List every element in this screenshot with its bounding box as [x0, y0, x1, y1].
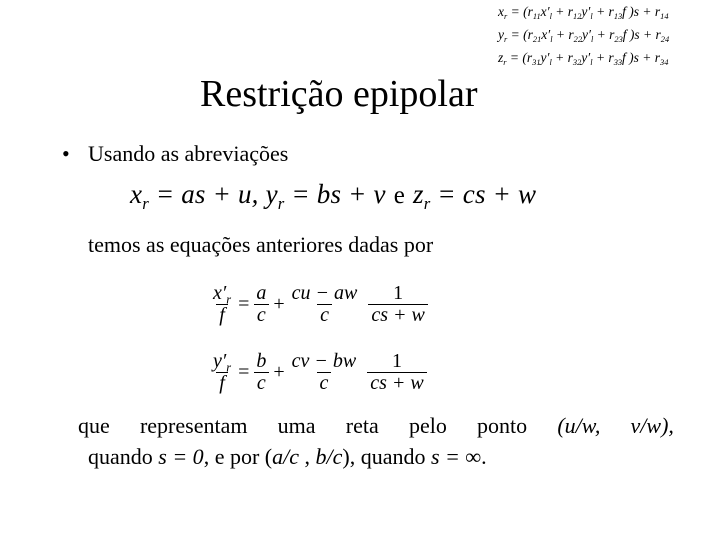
term-fraction: $\frac{cu - aw}{c}$ [291, 282, 358, 326]
paragraph-conclusion [78, 413, 674, 439]
lhs-fraction: $\frac{y'_r}{f}$ [213, 350, 232, 394]
term-fraction: $\frac{1}{cs + w}$ [367, 351, 427, 394]
header-equation-z: $z_r = (r_{31}y'_l + r_{32}y'_l + r_{33}f$ )$s + r_{34}$ [498, 50, 669, 67]
abbreviation-equation: $x_r$ = as + u, $y_r$ = bs + v e $z_r$ = cs + w [130, 179, 537, 213]
bullet-item [62, 141, 288, 167]
fraction-equation-y: $\frac{y'_r}{f}$ = $\frac{b}{c}$ + $\frac{cv - bw}{c}$ $\frac{1}{cs + w}$ [208, 351, 429, 394]
term-fraction: $\frac{cv - bw}{c}$ [291, 350, 357, 394]
header-equation-rhs: ($r_{31}y'_l + r_{32}y'_l + r_{33}f$ )$s + r_{34}$ [522, 50, 669, 67]
term-fraction: $\frac{a}{c}$ [253, 283, 269, 326]
paragraph-line: quando s = 0, e por (a/c , b/c), quando s = ∞. [88, 444, 487, 469]
lhs-fraction: $\frac{x'_r}{f}$ [213, 282, 232, 326]
header-equation-rhs: ($r_{21}x'_l + r_{22}y'_l + r_{23}f$ )$s + r_{24}$ [523, 27, 670, 44]
paragraph-line: que representam uma reta pelo ponto (u/w, v/w), [78, 413, 674, 438]
header-equation-rhs: ($r_{11}x'_l + r_{12}y'_l + r_{13}f$ )$s + r_{14}$ [523, 4, 669, 21]
header-equation-y: $y_r = (r_{21}x'_l + r_{22}y'_l + r_{23}f$ )$s + r_{24}$ [498, 27, 670, 44]
conjunction: e [393, 182, 405, 209]
term-fraction: $\frac{1}{cs + w}$ [368, 283, 428, 326]
bullet-icon: • [62, 141, 70, 166]
bullet-text: Usando as abreviações [88, 141, 289, 166]
paragraph-intro: temos as equações anteriores dadas por [88, 232, 434, 257]
term-fraction: $\frac{b}{c}$ [253, 351, 269, 394]
header-equation-x: $x_r = (r_{11}x'_l + r_{12}y'_l + r_{13}f$ )$s + r_{14}$ [498, 4, 669, 21]
page-title: Restrição epipolar [200, 73, 478, 115]
fraction-equation-x: $\frac{x'_r}{f}$ = $\frac{a}{c}$ + $\frac{cu - aw}{c}$ $\frac{1}{cs + w}$ [208, 283, 430, 326]
